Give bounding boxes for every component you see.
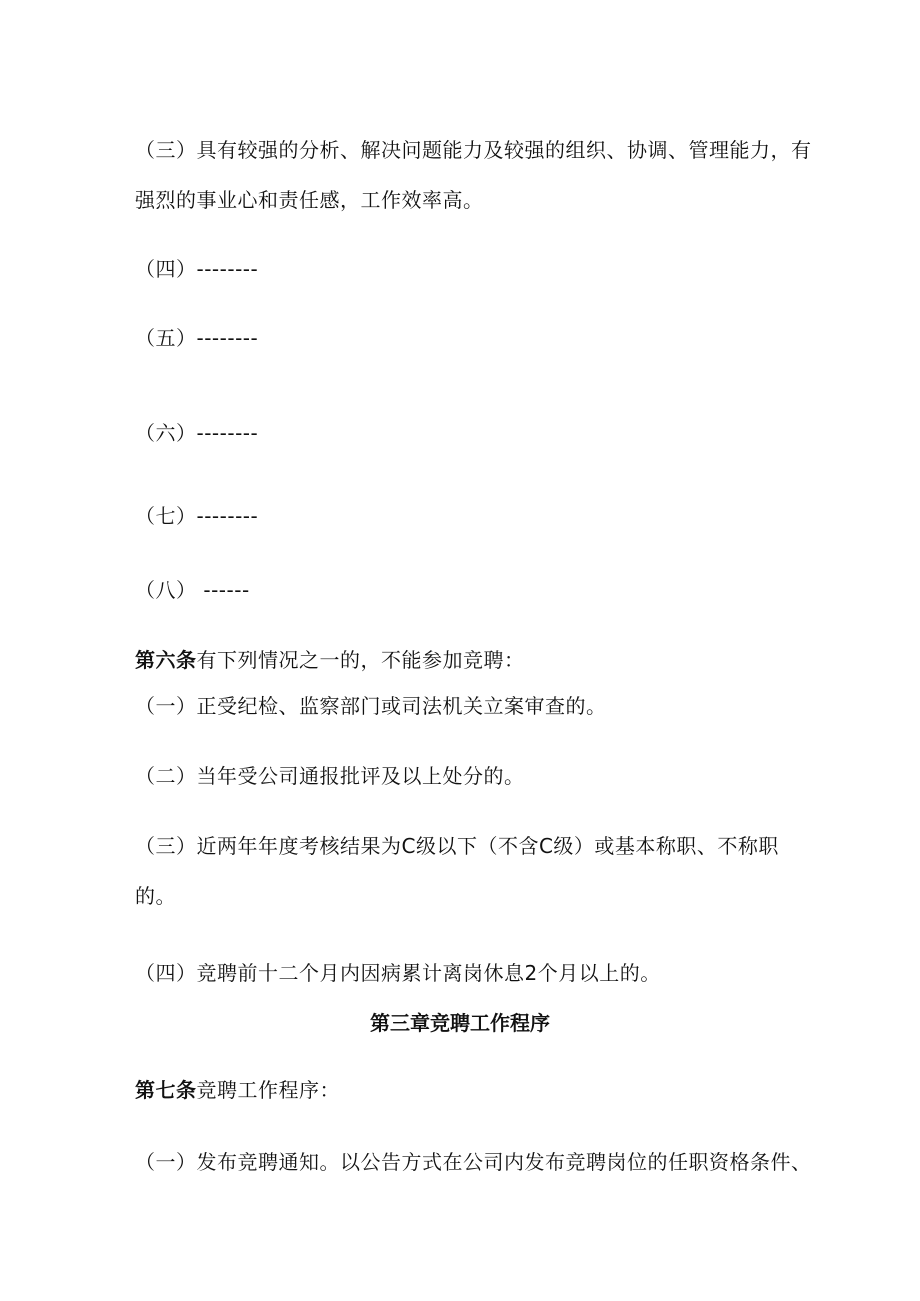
- chapter-3-title: 第三章竞聘工作程序: [370, 1011, 550, 1035]
- item-3-line-2: 强烈的事业心和责任感，工作效率高。: [135, 188, 484, 212]
- article-6-item-3-line-1: （三）近两年年度考核结果为C级以下（不含C级）或基本称职、不称职: [135, 834, 779, 858]
- item-4: （四）--------: [135, 257, 259, 281]
- item-8: （八） ------: [135, 578, 250, 602]
- item-6: （六）--------: [135, 421, 259, 445]
- article-6-text: 有下列情况之一的，不能参加竞聘：: [196, 648, 525, 672]
- item-5: （五）--------: [135, 326, 259, 350]
- article-7-text: 竞聘工作程序：: [196, 1078, 340, 1102]
- article-6-item-4: （四）竞聘前十二个月内因病累计离岗休息2个月以上的。: [135, 961, 661, 985]
- article-6-item-3-line-2: 的。: [135, 884, 176, 908]
- article-7-paragraph: [135, 1077, 340, 1103]
- article-7-item-1: （一）发布竞聘通知。以公告方式在公司内发布竞聘岗位的任职资格条件、: [135, 1150, 812, 1174]
- article-6-paragraph: [135, 647, 525, 673]
- article-6-item-1: （一）正受纪检、监察部门或司法机关立案审查的。: [135, 694, 607, 718]
- article-7-label: 第七条: [135, 1078, 197, 1102]
- item-3-line-1: （三）具有较强的分析、解决问题能力及较强的组织、协调、管理能力，有: [135, 138, 812, 162]
- article-6-item-2: （二）当年受公司通报批评及以上处分的。: [135, 764, 525, 788]
- article-6-label: 第六条: [135, 648, 197, 672]
- item-7: （七）--------: [135, 504, 259, 528]
